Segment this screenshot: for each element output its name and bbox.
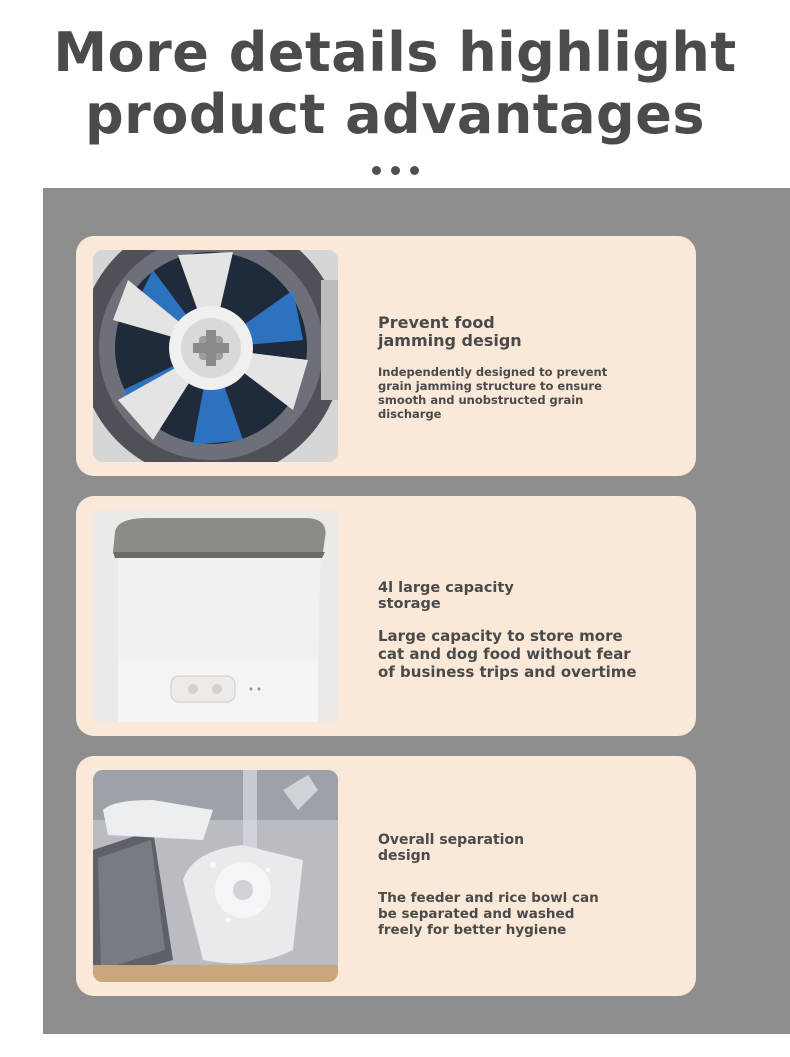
dot (391, 166, 400, 175)
title-line: 4l large capacity (378, 580, 514, 596)
feature-description: The feeder and rice bowl can be separated and washed freely for better hygiene (378, 890, 599, 938)
headline-line-1: More details highlight (53, 21, 737, 84)
feature-title (378, 314, 522, 350)
title-line: Overall separation (378, 832, 525, 848)
ellipsis-dots (0, 166, 790, 175)
title-line: storage (378, 596, 441, 612)
feature-card-capacity (76, 496, 696, 736)
title-line: design (378, 848, 431, 864)
title-line: jamming design (378, 331, 522, 350)
feature-title (378, 832, 524, 864)
dot (372, 166, 381, 175)
feature-title (378, 580, 514, 612)
feature-description: Independently designed to prevent grain jamming structure to ensure smooth and unobstructed grain discharge (378, 365, 608, 421)
page-headline (0, 22, 790, 146)
feature-card-anti-jam (76, 236, 696, 476)
dispenser-wheel-image (93, 250, 338, 462)
title-line: Prevent food (378, 313, 495, 332)
washing-sink-image (93, 770, 338, 982)
dot (410, 166, 419, 175)
feature-description: Large capacity to store more cat and dog food without fear of business trips and overtime (378, 627, 637, 681)
feeder-body-image (93, 510, 338, 722)
headline-line-2: product advantages (85, 83, 705, 146)
feature-card-separation (76, 756, 696, 996)
